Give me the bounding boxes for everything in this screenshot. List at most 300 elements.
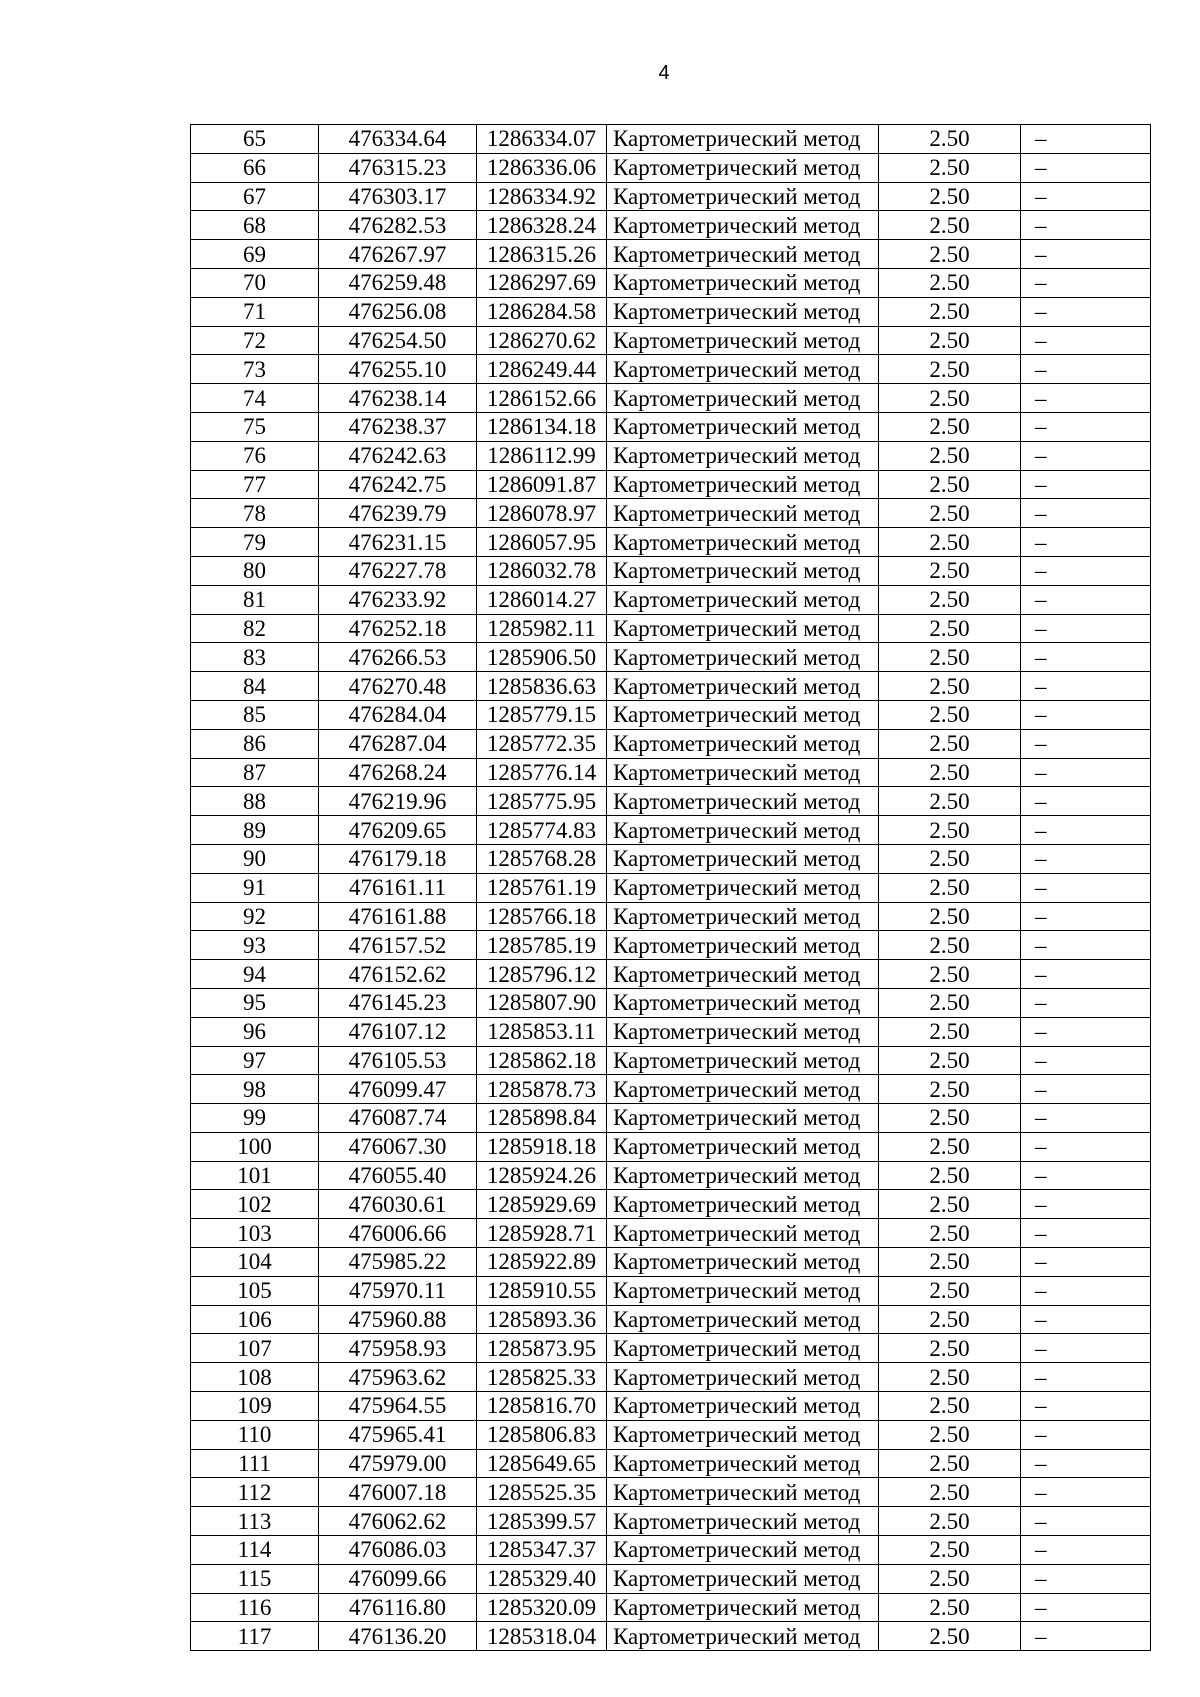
- method-cell: Картометрический метод: [607, 355, 879, 384]
- coordinate-y-cell: 1285772.35: [477, 729, 607, 758]
- point-number-cell: 68: [191, 211, 319, 240]
- point-number-cell: 90: [191, 844, 319, 873]
- coordinate-x-cell: 476266.53: [319, 643, 477, 672]
- accuracy-cell: 2.50: [879, 1593, 1021, 1622]
- method-cell: Картометрический метод: [607, 182, 879, 211]
- coordinate-x-cell: 476227.78: [319, 556, 477, 585]
- coordinate-y-cell: 1285779.15: [477, 700, 607, 729]
- method-cell: Картометрический метод: [607, 931, 879, 960]
- note-cell: –: [1021, 499, 1151, 528]
- note-cell: –: [1021, 441, 1151, 470]
- coordinate-y-cell: 1286315.26: [477, 240, 607, 269]
- coordinate-y-cell: 1285928.71: [477, 1219, 607, 1248]
- note-cell: –: [1021, 1622, 1151, 1651]
- coordinate-y-cell: 1286297.69: [477, 268, 607, 297]
- note-cell: –: [1021, 1420, 1151, 1449]
- table-row: [191, 441, 1151, 470]
- note-cell: –: [1021, 211, 1151, 240]
- point-number-cell: 69: [191, 240, 319, 269]
- note-cell: –: [1021, 182, 1151, 211]
- accuracy-cell: 2.50: [879, 470, 1021, 499]
- table-row: [191, 960, 1151, 989]
- coordinate-x-cell: 476242.75: [319, 470, 477, 499]
- accuracy-cell: 2.50: [879, 268, 1021, 297]
- point-number-cell: 117: [191, 1622, 319, 1651]
- note-cell: –: [1021, 1132, 1151, 1161]
- note-cell: –: [1021, 729, 1151, 758]
- accuracy-cell: 2.50: [879, 441, 1021, 470]
- coordinate-x-cell: 476007.18: [319, 1478, 477, 1507]
- point-number-cell: 66: [191, 153, 319, 182]
- accuracy-cell: 2.50: [879, 1132, 1021, 1161]
- table-row: [191, 1161, 1151, 1190]
- method-cell: Картометрический метод: [607, 672, 879, 701]
- point-number-cell: 115: [191, 1564, 319, 1593]
- accuracy-cell: 2.50: [879, 729, 1021, 758]
- accuracy-cell: 2.50: [879, 873, 1021, 902]
- point-number-cell: 86: [191, 729, 319, 758]
- accuracy-cell: 2.50: [879, 1104, 1021, 1133]
- table-row: [191, 902, 1151, 931]
- table-row: [191, 844, 1151, 873]
- accuracy-cell: 2.50: [879, 844, 1021, 873]
- coordinate-x-cell: 475965.41: [319, 1420, 477, 1449]
- coordinate-x-cell: 476287.04: [319, 729, 477, 758]
- accuracy-cell: 2.50: [879, 412, 1021, 441]
- note-cell: –: [1021, 470, 1151, 499]
- coordinate-y-cell: 1285649.65: [477, 1449, 607, 1478]
- point-number-cell: 67: [191, 182, 319, 211]
- note-cell: –: [1021, 960, 1151, 989]
- method-cell: Картометрический метод: [607, 1622, 879, 1651]
- point-number-cell: 108: [191, 1363, 319, 1392]
- coordinate-x-cell: 475985.22: [319, 1248, 477, 1277]
- accuracy-cell: 2.50: [879, 1161, 1021, 1190]
- method-cell: Картометрический метод: [607, 585, 879, 614]
- point-number-cell: 77: [191, 470, 319, 499]
- method-cell: Картометрический метод: [607, 240, 879, 269]
- method-cell: Картометрический метод: [607, 412, 879, 441]
- coordinate-x-cell: 475970.11: [319, 1276, 477, 1305]
- point-number-cell: 83: [191, 643, 319, 672]
- coordinate-x-cell: 476252.18: [319, 614, 477, 643]
- coordinate-x-cell: 475963.62: [319, 1363, 477, 1392]
- table-row: [191, 1420, 1151, 1449]
- coordinate-x-cell: 476099.47: [319, 1075, 477, 1104]
- accuracy-cell: 2.50: [879, 240, 1021, 269]
- note-cell: –: [1021, 1305, 1151, 1334]
- table-row: [191, 1478, 1151, 1507]
- accuracy-cell: 2.50: [879, 556, 1021, 585]
- method-cell: Картометрический метод: [607, 528, 879, 557]
- table-row: [191, 614, 1151, 643]
- note-cell: –: [1021, 1392, 1151, 1421]
- coordinate-y-cell: 1285775.95: [477, 787, 607, 816]
- coordinate-y-cell: 1285982.11: [477, 614, 607, 643]
- method-cell: Картометрический метод: [607, 153, 879, 182]
- accuracy-cell: 2.50: [879, 1017, 1021, 1046]
- accuracy-cell: 2.50: [879, 153, 1021, 182]
- note-cell: –: [1021, 153, 1151, 182]
- accuracy-cell: 2.50: [879, 1046, 1021, 1075]
- coordinate-x-cell: 475960.88: [319, 1305, 477, 1334]
- coordinate-x-cell: 476179.18: [319, 844, 477, 873]
- coordinate-y-cell: 1285774.83: [477, 816, 607, 845]
- note-cell: –: [1021, 1276, 1151, 1305]
- accuracy-cell: 2.50: [879, 643, 1021, 672]
- point-number-cell: 76: [191, 441, 319, 470]
- coordinate-x-cell: 476006.66: [319, 1219, 477, 1248]
- table-row: [191, 816, 1151, 845]
- method-cell: Картометрический метод: [607, 1161, 879, 1190]
- method-cell: Картометрический метод: [607, 787, 879, 816]
- coordinate-y-cell: 1286091.87: [477, 470, 607, 499]
- note-cell: –: [1021, 1248, 1151, 1277]
- method-cell: Картометрический метод: [607, 326, 879, 355]
- table-row: [191, 931, 1151, 960]
- point-number-cell: 79: [191, 528, 319, 557]
- coordinate-x-cell: 475964.55: [319, 1392, 477, 1421]
- point-number-cell: 70: [191, 268, 319, 297]
- note-cell: –: [1021, 355, 1151, 384]
- coordinate-y-cell: 1285785.19: [477, 931, 607, 960]
- method-cell: Картометрический метод: [607, 1248, 879, 1277]
- coordinate-x-cell: 476099.66: [319, 1564, 477, 1593]
- note-cell: –: [1021, 700, 1151, 729]
- table-row: [191, 1248, 1151, 1277]
- point-number-cell: 88: [191, 787, 319, 816]
- table-row: [191, 1017, 1151, 1046]
- coordinate-x-cell: 476303.17: [319, 182, 477, 211]
- accuracy-cell: 2.50: [879, 182, 1021, 211]
- coordinate-y-cell: 1285768.28: [477, 844, 607, 873]
- method-cell: Картометрический метод: [607, 470, 879, 499]
- coordinate-y-cell: 1286152.66: [477, 384, 607, 413]
- table-row: [191, 556, 1151, 585]
- table-row: [191, 1305, 1151, 1334]
- point-number-cell: 84: [191, 672, 319, 701]
- coordinate-y-cell: 1285825.33: [477, 1363, 607, 1392]
- note-cell: –: [1021, 297, 1151, 326]
- note-cell: –: [1021, 1478, 1151, 1507]
- coordinate-y-cell: 1285329.40: [477, 1564, 607, 1593]
- accuracy-cell: 2.50: [879, 326, 1021, 355]
- method-cell: Картометрический метод: [607, 1017, 879, 1046]
- coordinate-y-cell: 1285836.63: [477, 672, 607, 701]
- coordinate-y-cell: 1286032.78: [477, 556, 607, 585]
- coordinate-y-cell: 1285776.14: [477, 758, 607, 787]
- coordinate-x-cell: 476238.37: [319, 412, 477, 441]
- point-number-cell: 91: [191, 873, 319, 902]
- table-row: [191, 1593, 1151, 1622]
- table-row: [191, 240, 1151, 269]
- method-cell: Картометрический метод: [607, 1478, 879, 1507]
- note-cell: –: [1021, 1449, 1151, 1478]
- coordinate-y-cell: 1285898.84: [477, 1104, 607, 1133]
- coordinate-y-cell: 1285796.12: [477, 960, 607, 989]
- point-number-cell: 80: [191, 556, 319, 585]
- coordinate-x-cell: 476055.40: [319, 1161, 477, 1190]
- table-row: [191, 729, 1151, 758]
- table-row: [191, 1449, 1151, 1478]
- table-row: [191, 1190, 1151, 1219]
- coordinate-x-cell: 476231.15: [319, 528, 477, 557]
- coordinate-x-cell: 476255.10: [319, 355, 477, 384]
- coordinate-y-cell: 1285766.18: [477, 902, 607, 931]
- coordinate-y-cell: 1286014.27: [477, 585, 607, 614]
- accuracy-cell: 2.50: [879, 1075, 1021, 1104]
- coordinate-x-cell: 476105.53: [319, 1046, 477, 1075]
- table-row: [191, 1104, 1151, 1133]
- coordinate-x-cell: 476233.92: [319, 585, 477, 614]
- point-number-cell: 87: [191, 758, 319, 787]
- method-cell: Картометрический метод: [607, 1536, 879, 1565]
- note-cell: –: [1021, 1046, 1151, 1075]
- coordinate-y-cell: 1286134.18: [477, 412, 607, 441]
- note-cell: –: [1021, 1334, 1151, 1363]
- point-number-cell: 65: [191, 125, 319, 154]
- coordinate-x-cell: 476254.50: [319, 326, 477, 355]
- method-cell: Картометрический метод: [607, 384, 879, 413]
- method-cell: Картометрический метод: [607, 729, 879, 758]
- coordinate-x-cell: 476087.74: [319, 1104, 477, 1133]
- point-number-cell: 94: [191, 960, 319, 989]
- coordinate-x-cell: 476062.62: [319, 1507, 477, 1536]
- note-cell: –: [1021, 268, 1151, 297]
- note-cell: –: [1021, 643, 1151, 672]
- table-row: [191, 384, 1151, 413]
- note-cell: –: [1021, 412, 1151, 441]
- coordinate-x-cell: 476161.11: [319, 873, 477, 902]
- coordinate-x-cell: 475958.93: [319, 1334, 477, 1363]
- accuracy-cell: 2.50: [879, 1536, 1021, 1565]
- method-cell: Картометрический метод: [607, 614, 879, 643]
- method-cell: Картометрический метод: [607, 1334, 879, 1363]
- table-row: [191, 787, 1151, 816]
- accuracy-cell: 2.50: [879, 585, 1021, 614]
- point-number-cell: 116: [191, 1593, 319, 1622]
- method-cell: Картометрический метод: [607, 1593, 879, 1622]
- table-row: [191, 1392, 1151, 1421]
- coordinate-x-cell: 476161.88: [319, 902, 477, 931]
- point-number-cell: 71: [191, 297, 319, 326]
- point-number-cell: 112: [191, 1478, 319, 1507]
- coordinate-x-cell: 476334.64: [319, 125, 477, 154]
- method-cell: Картометрический метод: [607, 1507, 879, 1536]
- point-number-cell: 111: [191, 1449, 319, 1478]
- method-cell: Картометрический метод: [607, 902, 879, 931]
- note-cell: –: [1021, 1536, 1151, 1565]
- point-number-cell: 74: [191, 384, 319, 413]
- method-cell: Картометрический метод: [607, 873, 879, 902]
- note-cell: –: [1021, 787, 1151, 816]
- table-row: [191, 182, 1151, 211]
- accuracy-cell: 2.50: [879, 902, 1021, 931]
- accuracy-cell: 2.50: [879, 384, 1021, 413]
- coordinate-x-cell: 476256.08: [319, 297, 477, 326]
- accuracy-cell: 2.50: [879, 672, 1021, 701]
- coordinate-x-cell: 476136.20: [319, 1622, 477, 1651]
- coordinate-x-cell: 476282.53: [319, 211, 477, 240]
- point-number-cell: 110: [191, 1420, 319, 1449]
- accuracy-cell: 2.50: [879, 960, 1021, 989]
- note-cell: –: [1021, 528, 1151, 557]
- method-cell: Картометрический метод: [607, 758, 879, 787]
- coordinate-y-cell: 1285761.19: [477, 873, 607, 902]
- method-cell: Картометрический метод: [607, 297, 879, 326]
- point-number-cell: 99: [191, 1104, 319, 1133]
- note-cell: –: [1021, 672, 1151, 701]
- point-number-cell: 105: [191, 1276, 319, 1305]
- method-cell: Картометрический метод: [607, 441, 879, 470]
- coordinate-x-cell: 476030.61: [319, 1190, 477, 1219]
- method-cell: Картометрический метод: [607, 1219, 879, 1248]
- accuracy-cell: 2.50: [879, 1305, 1021, 1334]
- accuracy-cell: 2.50: [879, 499, 1021, 528]
- accuracy-cell: 2.50: [879, 1449, 1021, 1478]
- method-cell: Картометрический метод: [607, 1046, 879, 1075]
- method-cell: Картометрический метод: [607, 1132, 879, 1161]
- method-cell: Картометрический метод: [607, 1305, 879, 1334]
- coordinate-y-cell: 1285816.70: [477, 1392, 607, 1421]
- method-cell: Картометрический метод: [607, 1392, 879, 1421]
- table-row: [191, 499, 1151, 528]
- method-cell: Картометрический метод: [607, 125, 879, 154]
- coordinate-y-cell: 1285878.73: [477, 1075, 607, 1104]
- table-row: [191, 1507, 1151, 1536]
- note-cell: –: [1021, 902, 1151, 931]
- accuracy-cell: 2.50: [879, 1392, 1021, 1421]
- table-row: [191, 470, 1151, 499]
- coordinate-x-cell: 476116.80: [319, 1593, 477, 1622]
- coordinate-y-cell: 1286078.97: [477, 499, 607, 528]
- note-cell: –: [1021, 844, 1151, 873]
- table-row: [191, 1564, 1151, 1593]
- method-cell: Картометрический метод: [607, 1075, 879, 1104]
- accuracy-cell: 2.50: [879, 1276, 1021, 1305]
- note-cell: –: [1021, 384, 1151, 413]
- accuracy-cell: 2.50: [879, 816, 1021, 845]
- point-number-cell: 85: [191, 700, 319, 729]
- table-row: [191, 700, 1151, 729]
- point-number-cell: 103: [191, 1219, 319, 1248]
- method-cell: Картометрический метод: [607, 816, 879, 845]
- table-row: [191, 1219, 1151, 1248]
- table-row: [191, 1622, 1151, 1651]
- method-cell: Картометрический метод: [607, 988, 879, 1017]
- accuracy-cell: 2.50: [879, 988, 1021, 1017]
- coordinate-y-cell: 1286270.62: [477, 326, 607, 355]
- table-row: [191, 1363, 1151, 1392]
- coordinate-x-cell: 476209.65: [319, 816, 477, 845]
- coordinate-x-cell: 476107.12: [319, 1017, 477, 1046]
- table-row: [191, 643, 1151, 672]
- note-cell: –: [1021, 873, 1151, 902]
- accuracy-cell: 2.50: [879, 1334, 1021, 1363]
- coordinate-y-cell: 1285906.50: [477, 643, 607, 672]
- point-number-cell: 102: [191, 1190, 319, 1219]
- coordinate-y-cell: 1285910.55: [477, 1276, 607, 1305]
- method-cell: Картометрический метод: [607, 1363, 879, 1392]
- accuracy-cell: 2.50: [879, 1622, 1021, 1651]
- note-cell: –: [1021, 1017, 1151, 1046]
- page-number: 4: [658, 62, 670, 84]
- method-cell: Картометрический метод: [607, 1420, 879, 1449]
- coordinate-x-cell: 476270.48: [319, 672, 477, 701]
- coordinate-y-cell: 1285929.69: [477, 1190, 607, 1219]
- method-cell: Картометрический метод: [607, 700, 879, 729]
- note-cell: –: [1021, 758, 1151, 787]
- accuracy-cell: 2.50: [879, 1248, 1021, 1277]
- accuracy-cell: 2.50: [879, 1420, 1021, 1449]
- accuracy-cell: 2.50: [879, 931, 1021, 960]
- coordinate-y-cell: 1285806.83: [477, 1420, 607, 1449]
- coordinate-y-cell: 1285862.18: [477, 1046, 607, 1075]
- note-cell: –: [1021, 125, 1151, 154]
- coordinate-x-cell: 476238.14: [319, 384, 477, 413]
- note-cell: –: [1021, 1593, 1151, 1622]
- point-number-cell: 109: [191, 1392, 319, 1421]
- coordinate-x-cell: 476219.96: [319, 787, 477, 816]
- point-number-cell: 78: [191, 499, 319, 528]
- method-cell: Картометрический метод: [607, 268, 879, 297]
- note-cell: –: [1021, 816, 1151, 845]
- note-cell: –: [1021, 614, 1151, 643]
- point-number-cell: 95: [191, 988, 319, 1017]
- coordinate-y-cell: 1286112.99: [477, 441, 607, 470]
- method-cell: Картометрический метод: [607, 211, 879, 240]
- coordinate-y-cell: 1286334.92: [477, 182, 607, 211]
- table-row: [191, 412, 1151, 441]
- note-cell: –: [1021, 988, 1151, 1017]
- note-cell: –: [1021, 931, 1151, 960]
- table-row: [191, 211, 1151, 240]
- coordinate-x-cell: 476152.62: [319, 960, 477, 989]
- point-number-cell: 81: [191, 585, 319, 614]
- table-row: [191, 1334, 1151, 1363]
- table-row: [191, 1276, 1151, 1305]
- coordinate-y-cell: 1285853.11: [477, 1017, 607, 1046]
- table-row: [191, 1132, 1151, 1161]
- table-row: [191, 153, 1151, 182]
- note-cell: –: [1021, 1564, 1151, 1593]
- accuracy-cell: 2.50: [879, 297, 1021, 326]
- accuracy-cell: 2.50: [879, 700, 1021, 729]
- point-number-cell: 98: [191, 1075, 319, 1104]
- table-row: [191, 672, 1151, 701]
- coordinate-y-cell: 1285318.04: [477, 1622, 607, 1651]
- accuracy-cell: 2.50: [879, 528, 1021, 557]
- coordinate-y-cell: 1285893.36: [477, 1305, 607, 1334]
- point-number-cell: 93: [191, 931, 319, 960]
- coordinate-y-cell: 1285347.37: [477, 1536, 607, 1565]
- coordinate-y-cell: 1285922.89: [477, 1248, 607, 1277]
- note-cell: –: [1021, 240, 1151, 269]
- accuracy-cell: 2.50: [879, 211, 1021, 240]
- table-row: [191, 988, 1151, 1017]
- table-row: [191, 125, 1151, 154]
- table-row: [191, 528, 1151, 557]
- coordinate-y-cell: 1285873.95: [477, 1334, 607, 1363]
- note-cell: –: [1021, 326, 1151, 355]
- accuracy-cell: 2.50: [879, 355, 1021, 384]
- method-cell: Картометрический метод: [607, 844, 879, 873]
- coordinate-y-cell: 1286057.95: [477, 528, 607, 557]
- accuracy-cell: 2.50: [879, 614, 1021, 643]
- coordinate-y-cell: 1285525.35: [477, 1478, 607, 1507]
- point-number-cell: 72: [191, 326, 319, 355]
- coordinate-y-cell: 1285924.26: [477, 1161, 607, 1190]
